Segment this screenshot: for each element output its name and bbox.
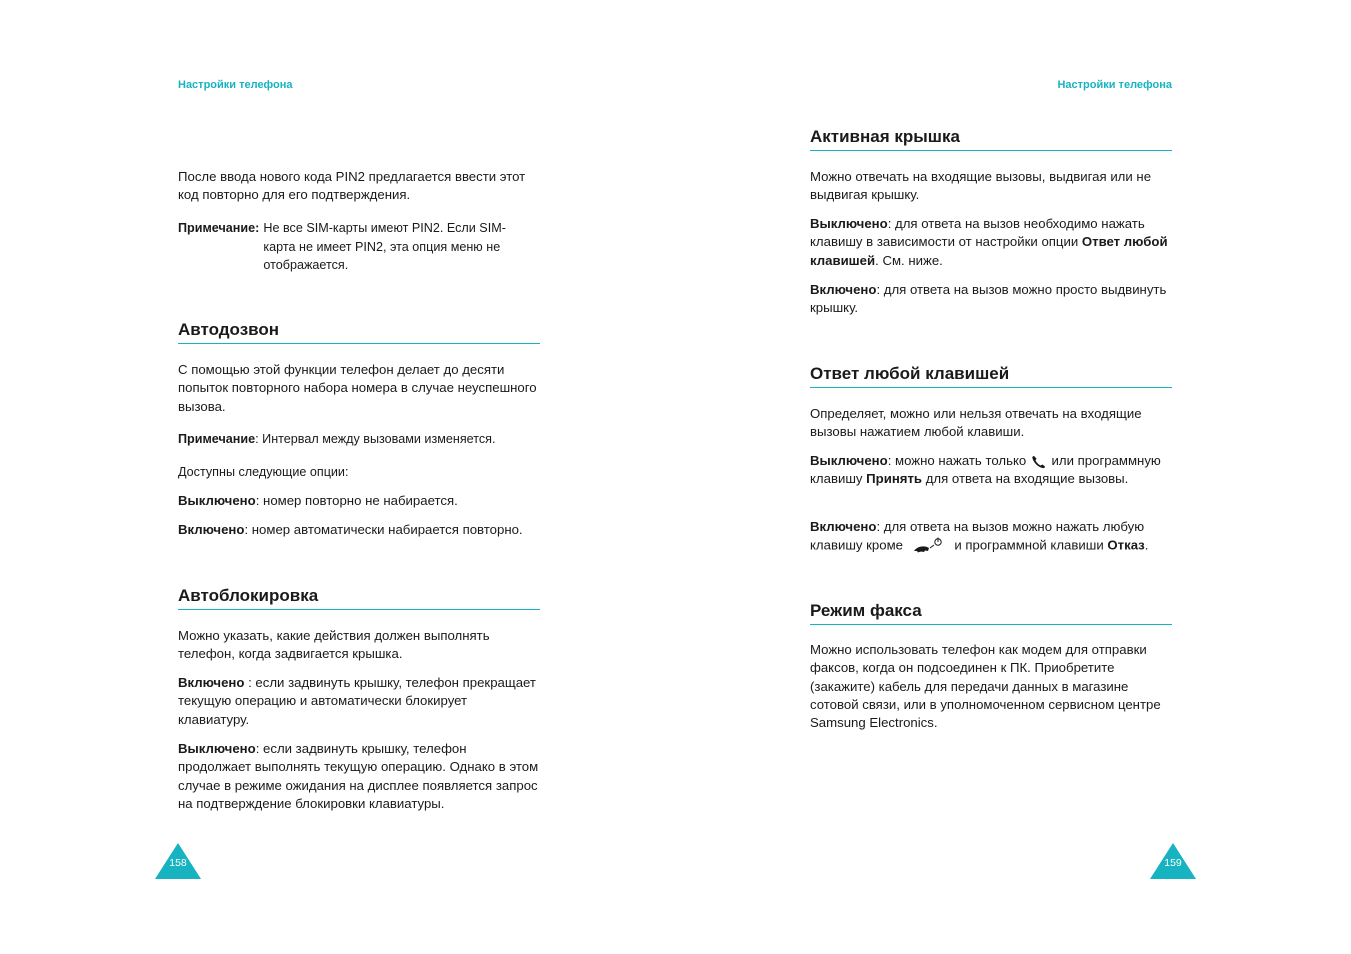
page-number-left	[155, 843, 201, 879]
options-intro-text: Доступны следующие опции:	[178, 465, 349, 479]
autolock-option-on	[178, 674, 540, 729]
any-key-option-off	[810, 452, 1172, 489]
active-flip-desc-text: Можно отвечать на входящие вызовы, выдвигая или не выдвигая крышку.	[810, 169, 1152, 203]
option-label: Включено	[178, 522, 245, 537]
option-text-tail: . См. ниже.	[875, 252, 943, 268]
active-flip-option-on	[810, 281, 1172, 318]
pin2-intro	[178, 168, 540, 205]
autoredial-option-off	[178, 492, 540, 510]
section-title-autoredial: Автодозвон	[178, 319, 540, 344]
end-power-key-icon	[911, 536, 947, 556]
any-key-desc	[810, 405, 1172, 442]
page-number-text: 159	[1164, 857, 1182, 869]
active-flip-option-off	[810, 215, 1172, 270]
note-text: : Интервал между вызовами изменяется.	[255, 432, 496, 446]
option-label: Включено	[178, 675, 245, 690]
section-title-active-flip: Активная крышка	[810, 126, 1172, 151]
page-number-text: 158	[169, 857, 187, 869]
option-text-tail: для ответа на входящие вызовы.	[922, 471, 1129, 487]
section-any-key	[810, 363, 1172, 388]
page-number-right	[1150, 843, 1196, 879]
note-label: Примечание:	[178, 221, 260, 235]
note-label: Примечание	[178, 432, 256, 446]
section-title-any-key: Ответ любой клавишей	[810, 363, 1172, 388]
option-text: : для ответа на вызов можно нажать любую клавишу кроме	[810, 519, 1145, 553]
option-label: Выключено	[810, 216, 888, 231]
autolock-desc-text: Можно указать, какие действия должен выполнять телефон, когда задвигается крышка.	[178, 628, 490, 662]
autoredial-options-intro	[178, 463, 540, 481]
option-text: : номер автоматически набирается повторно.	[244, 522, 523, 537]
option-text: или программную клавишу	[810, 453, 1161, 487]
autoredial-desc-text: С помощью этой функции телефон делает до десяти попыток повторного набора номера в случае неуспешного вызова.	[178, 362, 537, 414]
option-text: : номер повторно не набирается.	[255, 493, 458, 508]
autolock-desc	[178, 627, 540, 664]
send-key-icon	[1030, 454, 1048, 470]
autolock-option-off	[178, 740, 540, 813]
section-active-flip	[810, 126, 1172, 151]
autoredial-note	[178, 430, 540, 448]
option-label: Выключено	[810, 453, 888, 468]
active-flip-desc	[810, 168, 1172, 205]
pin2-intro-text: После ввода нового кода PIN2 предлагается ввести этот код повторно для его подтверждения.	[178, 169, 526, 203]
autoredial-option-on	[178, 521, 540, 539]
pin2-note	[178, 219, 540, 275]
option-label: Включено	[810, 282, 877, 297]
any-key-desc-text: Определяет, можно или нельзя отвечать на входящие вызовы нажатием любой клавиши.	[810, 406, 1142, 440]
option-label: Включено	[810, 519, 877, 534]
option-text: : для ответа на вызов можно просто выдвинуть крышку.	[810, 282, 1167, 316]
any-key-option-on	[810, 518, 1172, 556]
option-label: Выключено	[178, 493, 256, 508]
option-text: : если задвинуть крышку, телефон прекращает текущую операцию и автоматически блокирует клавиатуру.	[178, 675, 536, 727]
note-text: Не все SIM-карты имеют PIN2. Если SIM-карта не имеет PIN2, эта опция меню не отображается.	[263, 221, 506, 272]
softkey-name: Принять	[866, 471, 923, 487]
autoredial-desc	[178, 361, 540, 416]
option-text-tail: .	[1144, 537, 1149, 553]
section-title-fax: Режим факса	[810, 600, 1172, 625]
section-autolock	[178, 585, 540, 610]
option-text: : можно нажать только	[887, 453, 1030, 468]
section-fax	[810, 600, 1172, 625]
section-title-autolock: Автоблокировка	[178, 585, 540, 610]
option-text: : если задвинуть крышку, телефон продолжает выполнять текущую операцию. Однако в этом случае в режиме ожидания на дисплее появляется запрос на подтверждение блокировки клавиатуры.	[178, 741, 539, 811]
option-label: Выключено	[178, 741, 256, 756]
running-head: Настройки телефона	[178, 79, 293, 91]
softkey-name: Отказ	[1107, 537, 1145, 553]
fax-desc-text: Можно использовать телефон как модем для отправки факсов, когда он подсоединен к ПК. Приобретите (закажите) кабель для передачи данных в магазине сотовой связи, или в уполномоченном сервисном центре Samsung Electronics.	[810, 642, 1161, 731]
option-ref: Ответ любой клавишей	[810, 234, 1168, 268]
running-head: Настройки телефона	[1057, 79, 1172, 91]
option-text: и программной клавиши	[950, 537, 1108, 553]
option-text: : для ответа на вызов необходимо нажать клавишу в зависимости от настройки опции	[810, 216, 1145, 250]
fax-desc	[810, 641, 1172, 732]
section-autoredial	[178, 319, 540, 344]
